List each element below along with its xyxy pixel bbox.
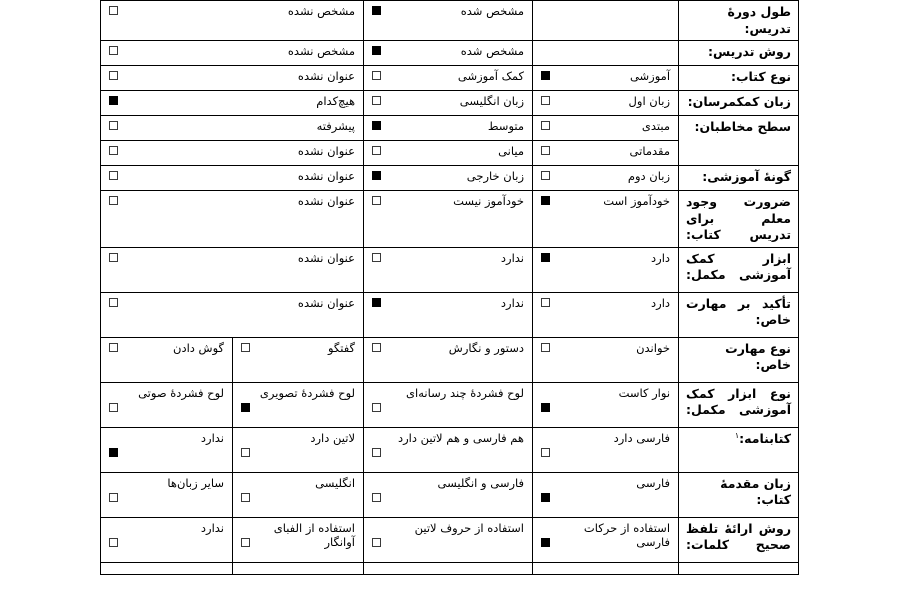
option-label: مشخص نشده (287, 4, 356, 18)
table-row (101, 517, 799, 562)
checkbox-unchecked[interactable] (372, 96, 381, 105)
checkbox-checked[interactable] (541, 71, 550, 80)
option-cell[interactable] (533, 382, 679, 427)
option-cell[interactable] (101, 382, 233, 427)
row-label-cell-teaching-course-length (679, 1, 799, 41)
row-label: زبان کمکمرسان: (687, 94, 792, 109)
option-body (364, 293, 532, 337)
option-label: عنوان نشده (297, 194, 356, 208)
option-label: ندارد (500, 295, 525, 310)
row-label-cell-pronunciation-method (679, 517, 799, 562)
checkbox-unchecked[interactable] (541, 343, 550, 352)
option-label: مشخص شده (460, 44, 525, 58)
option-body (533, 191, 678, 235)
checkbox-checked[interactable] (372, 6, 381, 15)
row-label: روش ارائهٔ تلفظ صحیح کلمات: (686, 520, 792, 552)
option-label: عنوان نشده (297, 169, 356, 183)
checkbox-unchecked[interactable] (372, 493, 381, 502)
option-label: میانی (498, 144, 525, 158)
option-body (101, 66, 363, 90)
checkbox-checked[interactable] (541, 403, 550, 412)
option-cell[interactable] (364, 166, 533, 191)
option-label: سایر زبان‌ها (167, 475, 225, 490)
option-label: استفاده از الفبای آوانگار (273, 520, 356, 550)
table-row (101, 292, 799, 337)
option-body (533, 293, 678, 337)
option-label: لاتین دارد (310, 430, 356, 445)
option-cell[interactable] (533, 292, 679, 337)
clipped-cell (679, 562, 799, 574)
checkbox-unchecked[interactable] (109, 121, 118, 130)
row-label: کتابنامه:$^۱$ (734, 430, 792, 446)
option-label: خودآموز نیست (453, 194, 525, 208)
option-label: ندارد (200, 520, 225, 535)
option-body (364, 116, 532, 140)
checkbox-unchecked[interactable] (372, 538, 381, 547)
clipped-cell (233, 562, 364, 574)
option-cell[interactable] (364, 337, 533, 382)
checkbox-unchecked[interactable] (541, 146, 550, 155)
option-label: گوش دادن (173, 340, 225, 355)
option-cell[interactable] (533, 337, 679, 382)
clipped-cell (533, 562, 679, 574)
table-row (101, 427, 799, 472)
checkbox-unchecked[interactable] (541, 298, 550, 307)
checkbox-unchecked[interactable] (109, 146, 118, 155)
clipped-cell (101, 562, 233, 574)
option-label: خودآموز است (603, 194, 671, 208)
option-cell[interactable] (533, 166, 679, 191)
option-body (364, 41, 532, 65)
row-label-cell-book-type (679, 66, 799, 91)
option-cell[interactable] (364, 247, 533, 292)
table-row (101, 41, 799, 66)
option-cell[interactable] (364, 472, 533, 517)
option-body (101, 116, 363, 140)
option-label: استفاده از حروف لاتین (414, 520, 525, 535)
option-label: خواندن (636, 340, 671, 355)
option-cell[interactable] (101, 472, 233, 517)
row-label-cell-supplementary-aid-type (679, 382, 799, 427)
option-body (533, 91, 678, 115)
checkbox-unchecked[interactable] (241, 343, 250, 352)
checkbox-checked[interactable] (541, 253, 550, 262)
option-label: دستور و نگارش (448, 340, 525, 355)
option-label: مشخص نشده (287, 44, 356, 58)
option-cell[interactable] (533, 66, 679, 91)
checkbox-unchecked[interactable] (541, 448, 550, 457)
clipped-cell (364, 562, 533, 574)
checkbox-unchecked[interactable] (109, 343, 118, 352)
checkbox-unchecked[interactable] (109, 298, 118, 307)
option-label: فارسی (636, 475, 671, 490)
option-cell[interactable] (533, 191, 679, 248)
row-label-cell-audience-level-1 (679, 116, 799, 166)
option-label: مشخص شده (460, 4, 525, 18)
table-row (101, 191, 799, 248)
option-cell[interactable] (101, 191, 364, 248)
option-body (364, 383, 532, 427)
option-label: مقدماتی (629, 144, 671, 158)
option-cell[interactable] (364, 517, 533, 562)
option-body (533, 166, 678, 190)
option-body (533, 248, 678, 292)
option-cell[interactable] (233, 517, 364, 562)
option-cell[interactable] (101, 116, 364, 141)
option-label: لوح فشردهٔ تصویری (259, 385, 356, 400)
option-label: لوح فشردهٔ چند رسانه‌ای (406, 385, 525, 400)
checkbox-unchecked[interactable] (541, 121, 550, 130)
option-label: کمک آموزشی (457, 69, 525, 83)
option-cell[interactable] (364, 141, 533, 166)
option-body (364, 141, 532, 165)
option-cell[interactable] (101, 247, 364, 292)
clipped-cell-body (101, 563, 232, 574)
option-label: لوح فشردهٔ صوتی (138, 385, 225, 400)
option-body (364, 338, 532, 382)
option-body (233, 518, 363, 562)
row-label: طول دورهٔ تدریس: (727, 4, 792, 36)
option-label: انگلیسی (315, 475, 356, 490)
row-label: ابزار کمک آموزشی مکمل: (686, 250, 792, 282)
table-row-clipped (101, 562, 799, 574)
table-row (101, 91, 799, 116)
clipped-cell-body (233, 563, 363, 574)
option-cell[interactable] (533, 1, 679, 41)
checkbox-checked[interactable] (372, 171, 381, 180)
option-label: مبتدی (641, 119, 671, 133)
checkbox-unchecked[interactable] (109, 253, 118, 262)
checkbox-unchecked[interactable] (372, 403, 381, 412)
row-label: تأکید بر مهارت خاص: (686, 295, 792, 327)
option-body (364, 66, 532, 90)
option-body (101, 248, 363, 292)
checkbox-unchecked[interactable] (372, 196, 381, 205)
option-body (101, 338, 232, 382)
row-label-cell-teacher-necessity (679, 191, 799, 248)
option-label: گفتگو (327, 340, 356, 355)
table-row (101, 166, 799, 191)
option-cell[interactable] (533, 472, 679, 517)
option-cell[interactable] (101, 141, 364, 166)
clipped-cell-body (364, 563, 532, 574)
row-label: گونهٔ آموزشی: (702, 169, 792, 184)
option-cell[interactable] (101, 292, 364, 337)
clipped-cell-body (679, 563, 798, 574)
checkbox-checked[interactable] (372, 298, 381, 307)
checkbox-checked[interactable] (109, 96, 118, 105)
table-body (101, 1, 799, 575)
option-body (364, 518, 532, 562)
option-cell[interactable] (233, 427, 364, 472)
checkbox-unchecked[interactable] (109, 171, 118, 180)
row-label-cell-bibliography (679, 427, 799, 472)
option-body (101, 1, 363, 25)
clipped-cell-body (533, 563, 678, 574)
option-body (533, 66, 678, 90)
option-label: هم فارسی و هم لاتین دارد (397, 430, 525, 445)
option-cell[interactable] (364, 292, 533, 337)
option-label: عنوان نشده (297, 250, 356, 265)
row-label-cell-helper-language (679, 91, 799, 116)
row-label-cell-education-kind (679, 166, 799, 191)
option-body (101, 428, 232, 472)
checkbox-unchecked[interactable] (109, 71, 118, 80)
option-label: زبان خارجی (466, 169, 525, 183)
option-body (533, 473, 678, 517)
option-cell[interactable] (101, 41, 364, 66)
option-body (364, 191, 532, 235)
option-label: نوار کاست (618, 385, 671, 400)
row-label-cell-supplementary-aid-tools (679, 247, 799, 292)
checkbox-unchecked[interactable] (109, 196, 118, 205)
row-label: نوع ابزار کمک آموزشی مکمل: (686, 385, 792, 417)
option-cell[interactable] (101, 91, 364, 116)
option-label: استفاده از حرکات فارسی (583, 520, 671, 550)
table-row (101, 337, 799, 382)
option-body (364, 473, 532, 517)
option-label: دارد (651, 250, 671, 265)
table-row (101, 472, 799, 517)
option-cell[interactable] (533, 517, 679, 562)
option-label: متوسط (487, 119, 525, 133)
option-label: دارد (651, 295, 671, 310)
checkbox-unchecked[interactable] (109, 46, 118, 55)
table-row (101, 116, 799, 141)
checkbox-unchecked[interactable] (109, 538, 118, 547)
option-body (233, 383, 363, 427)
checkbox-checked[interactable] (109, 448, 118, 457)
option-body (101, 91, 363, 115)
option-body (101, 141, 363, 165)
option-cell[interactable] (233, 382, 364, 427)
option-label: زبان انگلیسی (459, 94, 525, 108)
option-body (364, 91, 532, 115)
checkbox-unchecked[interactable] (372, 448, 381, 457)
option-body (364, 428, 532, 472)
checkbox-checked[interactable] (541, 538, 550, 547)
row-label: زبان مقدمهٔ کتاب: (720, 475, 792, 507)
option-body (101, 473, 232, 517)
option-cell[interactable] (533, 247, 679, 292)
row-label: روش تدریس: (707, 44, 792, 59)
option-label: زبان دوم (627, 169, 671, 183)
option-cell[interactable] (533, 116, 679, 141)
row-label-cell-specific-skill-emphasis (679, 292, 799, 337)
option-cell[interactable] (101, 66, 364, 91)
option-body (533, 1, 678, 23)
option-body (101, 41, 363, 65)
option-label: عنوان نشده (297, 69, 356, 83)
option-body (533, 338, 678, 382)
option-body (101, 191, 363, 235)
checkbox-unchecked[interactable] (541, 96, 550, 105)
option-label: پیشرفته (316, 119, 356, 133)
table-row (101, 1, 799, 41)
option-cell[interactable] (101, 166, 364, 191)
option-body (101, 383, 232, 427)
checkbox-unchecked[interactable] (541, 171, 550, 180)
option-label: ندارد (200, 430, 225, 445)
row-label: سطح مخاطبان: (694, 119, 792, 134)
checkbox-unchecked[interactable] (241, 448, 250, 457)
option-label: فارسی دارد (613, 430, 671, 445)
option-cell[interactable] (364, 41, 533, 66)
option-body (233, 338, 363, 382)
option-body (364, 248, 532, 292)
option-body (364, 1, 532, 25)
option-label: عنوان نشده (297, 295, 356, 310)
option-body (364, 166, 532, 190)
option-cell[interactable] (364, 66, 533, 91)
option-cell[interactable] (364, 191, 533, 248)
option-body (233, 473, 363, 517)
row-label-cell-book-intro-language (679, 472, 799, 517)
option-cell[interactable] (533, 91, 679, 116)
option-body (233, 428, 363, 472)
table-row (101, 247, 799, 292)
row-label: نوع مهارت خاص: (725, 340, 792, 372)
option-label: عنوان نشده (297, 144, 356, 158)
option-cell[interactable] (233, 472, 364, 517)
row-label: نوع کتاب: (730, 69, 792, 84)
option-body (101, 518, 232, 562)
row-label: ضرورت وجود معلم برای تدریس کتاب: (686, 194, 792, 242)
checkbox-checked[interactable] (541, 196, 550, 205)
option-label: زبان اول (628, 94, 671, 108)
row-label-cell-teaching-method (679, 41, 799, 66)
option-label: ندارد (500, 250, 525, 265)
checkbox-checked[interactable] (541, 493, 550, 502)
book-evaluation-table (100, 0, 799, 575)
option-cell[interactable] (364, 382, 533, 427)
option-cell[interactable] (101, 517, 233, 562)
checkbox-unchecked[interactable] (109, 6, 118, 15)
option-body (533, 116, 678, 140)
option-body (533, 428, 678, 472)
checkbox-checked[interactable] (372, 121, 381, 130)
option-cell[interactable] (364, 116, 533, 141)
checkbox-checked[interactable] (241, 403, 250, 412)
option-body (101, 166, 363, 190)
option-cell[interactable] (533, 427, 679, 472)
option-cell[interactable] (364, 1, 533, 41)
label-footnote-marker: ۱ (734, 430, 740, 440)
checkbox-unchecked[interactable] (372, 71, 381, 80)
option-label: هیچ‌کدام (316, 94, 356, 108)
checkbox-unchecked[interactable] (109, 403, 118, 412)
option-body (533, 141, 678, 165)
option-cell[interactable] (364, 91, 533, 116)
option-label: فارسی و انگلیسی (437, 475, 525, 490)
option-cell[interactable] (533, 41, 679, 66)
table-row (101, 66, 799, 91)
option-body (533, 518, 678, 562)
option-cell[interactable] (533, 141, 679, 166)
checkbox-unchecked[interactable] (372, 343, 381, 352)
option-cell[interactable] (101, 337, 233, 382)
option-cell[interactable] (233, 337, 364, 382)
option-body (533, 41, 678, 63)
checkbox-unchecked[interactable] (241, 538, 250, 547)
checkbox-unchecked[interactable] (241, 493, 250, 502)
table-row (101, 382, 799, 427)
row-label-cell-specific-skill-type (679, 337, 799, 382)
option-cell[interactable] (101, 427, 233, 472)
checkbox-unchecked[interactable] (109, 493, 118, 502)
checkbox-unchecked[interactable] (372, 253, 381, 262)
option-cell[interactable] (101, 1, 364, 41)
option-body (533, 383, 678, 427)
checkbox-checked[interactable] (372, 46, 381, 55)
option-cell[interactable] (364, 427, 533, 472)
checkbox-unchecked[interactable] (372, 146, 381, 155)
option-label: آموزشی (629, 69, 671, 83)
option-body (101, 293, 363, 337)
